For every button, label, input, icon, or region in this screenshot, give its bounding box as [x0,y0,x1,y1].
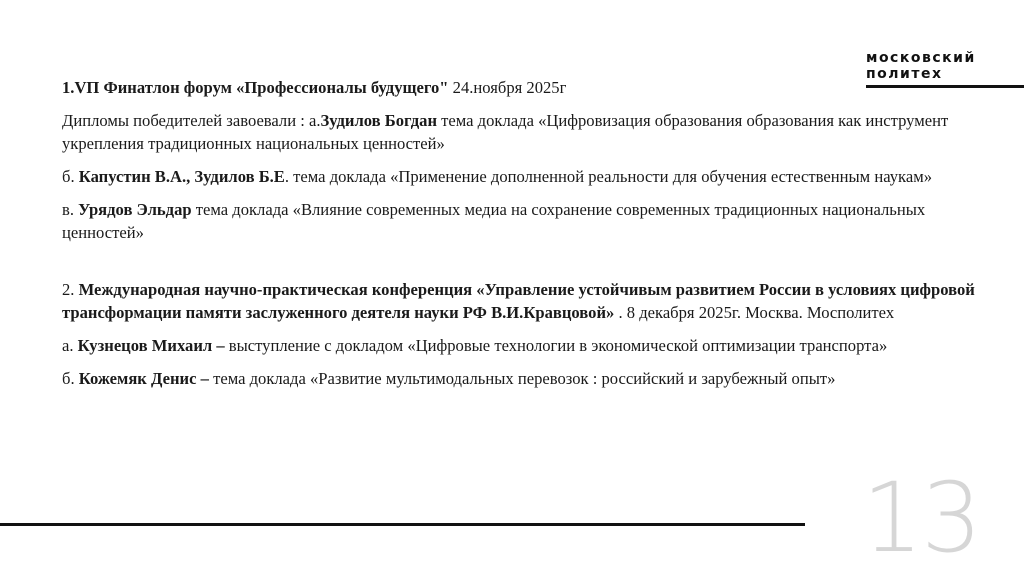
item-2-heading: 2. Международная научно-практическая конференция «Управление устойчивым развитием России в условиях цифровой трансформации памяти заслуженного деятеля науки РФ В.И.Кравцовой» . 8 декабря 2025г. Москва. Мосполитех [62,280,975,322]
slide-content [62,76,982,400]
logo-line-2: политех [866,66,943,82]
item-2-b: б. Кожемяк Денис – тема доклада «Развитие мультимодальных перевозок : российский и зарубежный опыт» [62,369,836,388]
item-2-a: а. Кузнецов Михаил – выступление с докладом «Цифровые технологии в экономической оптимизации транспорта» [62,336,888,355]
item-1-b: б. Капустин В.А., Зудилов Б.Е. тема доклада «Применение дополненной реальности для обучения естественным наукам» [62,167,932,186]
page-number: 13 [862,462,981,574]
item-1-a: Дипломы победителей завоевали : а.Зудилов Богдан тема доклада «Цифровизация образования образования как инструмент укрепления традиционных национальных ценностей» [62,111,949,153]
item-1-heading: 1.VП Финатлон форум «Профессионалы будущего" 24.ноября 2025г [62,78,567,97]
bottom-divider [0,523,805,526]
item-1-c: в. Урядов Эльдар тема доклада «Влияние современных медиа на сохранение современных традиционных национальных ценностей» [62,200,926,242]
logo-line-1: московский [866,50,976,66]
